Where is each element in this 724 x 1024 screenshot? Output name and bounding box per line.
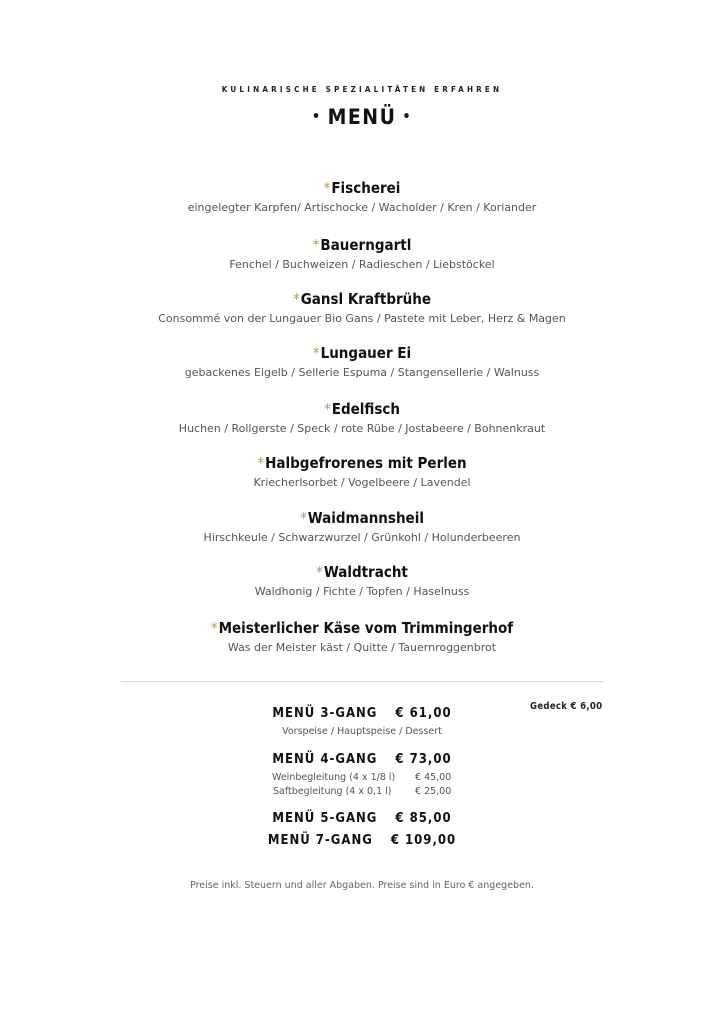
course-description: Kriecherlsorbet / Vogelbeere / Lavendel [253, 476, 471, 489]
menu-label: MENÜ 7-GANG [267, 833, 373, 848]
menu-label: MENÜ 5-GANG [272, 811, 378, 826]
menu-price: € 109,00 [390, 833, 457, 848]
menu-label: MENÜ 3-GANG [272, 706, 378, 721]
star-icon: * [292, 290, 300, 308]
star-icon: * [300, 509, 307, 527]
star-icon: * [323, 179, 331, 197]
menu-price-line [0, 706, 724, 721]
pairing-label: Weinbegleitung (4 x 1/8 l) [272, 772, 396, 783]
star-icon: * [312, 344, 320, 362]
gedeck-price: Gedeck € 6,00 [530, 701, 603, 712]
course-description: Huchen / Rollgerste / Speck / rote Rübe / Jostabeere / Bohnenkraut [178, 422, 546, 435]
course-name: *Halbgefrorenes mit Perlen [257, 454, 467, 472]
course-name: *Meisterlicher Käse vom Trimmingerhof [210, 619, 514, 637]
course-item [0, 508, 724, 548]
course-name: *Waidmannsheil [300, 509, 424, 527]
pairing-price: € 25,00 [415, 786, 452, 797]
star-icon: * [210, 619, 218, 637]
menu-title [0, 105, 724, 129]
menu-price: € 85,00 [395, 811, 452, 826]
course-item [0, 618, 724, 658]
menu-price-sub: Vorspeise / Hauptspeise / Dessert [282, 726, 442, 737]
price-footnote: Preise inkl. Steuern und aller Abgaben. Preise sind in Euro € angegeben. [190, 880, 534, 891]
divider [121, 681, 604, 682]
course-item [0, 399, 724, 439]
course-name: *Edelfisch [323, 400, 401, 418]
menu-price-line [0, 752, 724, 767]
course-name: *Waldtracht [316, 563, 408, 581]
course-item [0, 343, 724, 383]
title-dot-right: • [402, 109, 412, 125]
course-item [0, 235, 724, 275]
course-item [0, 562, 724, 602]
title-dot-left: • [312, 109, 322, 125]
course-description: Hirschkeule / Schwarzwurzel / Grünkohl / Holunderbeeren [203, 531, 521, 544]
menu-kicker: KULINARISCHE SPEZIALITÄTEN ERFAHREN [221, 85, 503, 94]
pairing-price: € 45,00 [415, 772, 452, 783]
pairing-label: Saftbegleitung (4 x 0,1 l) [273, 786, 392, 797]
menu-price-line [0, 811, 724, 826]
course-item [0, 289, 724, 329]
course-name: *Bauerngartl [312, 236, 412, 254]
menu-label: MENÜ 4-GANG [272, 752, 378, 767]
menu-title-text: MENÜ [327, 105, 397, 129]
menu-price: € 73,00 [395, 752, 452, 767]
course-description: Fenchel / Buchweizen / Radieschen / Liebstöckel [229, 258, 495, 271]
menu-price: € 61,00 [395, 706, 452, 721]
course-description: Consommé von der Lungauer Bio Gans / Pastete mit Leber, Herz & Magen [158, 312, 566, 325]
star-icon: * [257, 454, 265, 472]
course-name: *Lungauer Ei [312, 344, 412, 362]
course-name: *Gansl Kraftbrühe [292, 290, 432, 308]
star-icon: * [316, 563, 323, 581]
course-description: Was der Meister käst / Quitte / Tauernroggenbrot [227, 641, 497, 654]
course-description: Waldhonig / Fichte / Topfen / Haselnuss [254, 585, 470, 598]
star-icon: * [312, 236, 320, 254]
course-description: eingelegter Karpfen/ Artischocke / Wacholder / Kren / Koriander [187, 201, 537, 214]
star-icon: * [323, 400, 331, 418]
menu-price-line [0, 833, 724, 848]
course-description: gebackenes Eigelb / Sellerie Espuma / Stangensellerie / Walnuss [184, 366, 540, 379]
course-item [0, 453, 724, 493]
course-name: *Fischerei [323, 179, 401, 197]
course-item [0, 178, 724, 218]
